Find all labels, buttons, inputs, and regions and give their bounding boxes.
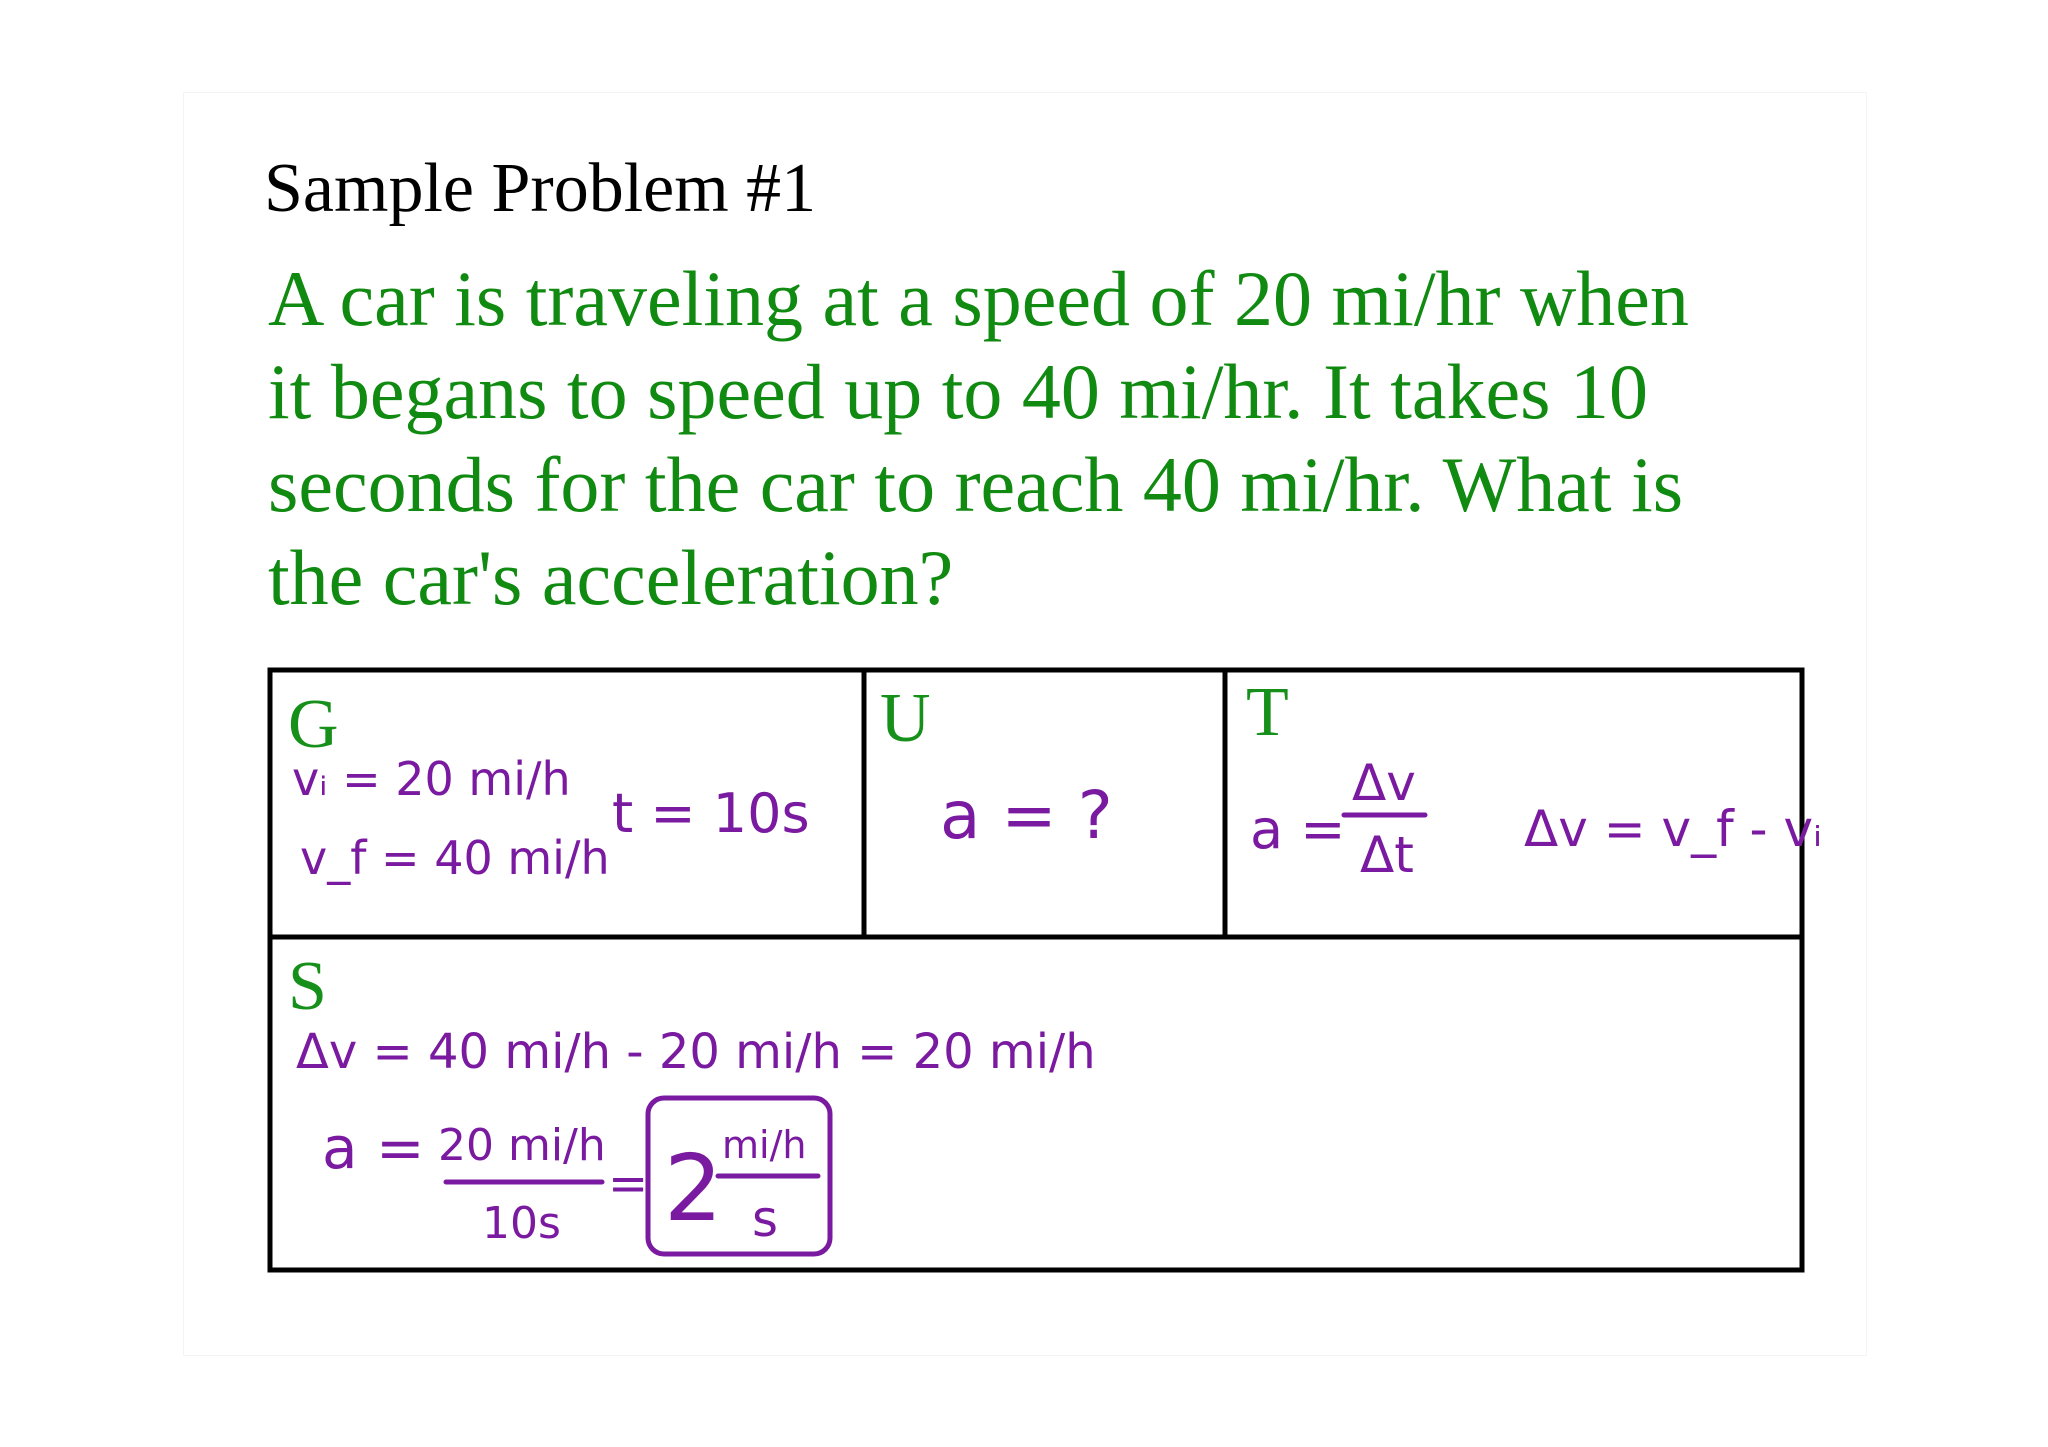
page-title: Sample Problem #1 xyxy=(264,150,817,227)
answer-unit-top: mi/h xyxy=(722,1123,807,1167)
tool-a-den: Δt xyxy=(1360,826,1414,884)
problem-line: seconds for the car to reach 40 mi/hr. What is xyxy=(268,441,1684,528)
solve-line1: Δv = 40 mi/h - 20 mi/h = 20 mi/h xyxy=(296,1024,1096,1080)
solve-letter: S xyxy=(288,948,327,1025)
tool-a-num: Δv xyxy=(1352,754,1416,812)
solve-a-lhs: a = xyxy=(322,1114,425,1182)
tool-a-lhs: a = xyxy=(1250,798,1346,861)
solve-eq: = xyxy=(608,1156,649,1212)
solve-a-num: 20 mi/h xyxy=(438,1120,606,1171)
tool-letter: T xyxy=(1246,674,1289,751)
given-letter: G xyxy=(288,686,339,763)
tool-dv: Δv = v_f - vᵢ xyxy=(1524,800,1823,858)
answer-unit-bottom: s xyxy=(752,1190,779,1248)
given-t: t = 10s xyxy=(612,782,810,845)
given-vi: vᵢ = 20 mi/h xyxy=(292,752,571,806)
unknown-a: a = ? xyxy=(940,777,1113,854)
answer-number: 2 xyxy=(664,1135,723,1242)
problem-statement xyxy=(268,252,1748,624)
problem-line: it begans to speed up to 40 mi/hr. It takes 10 xyxy=(268,348,1648,435)
given-vf: v_f = 40 mi/h xyxy=(300,831,610,885)
unknown-letter: U xyxy=(880,680,931,757)
problem-line: A car is traveling at a speed of 20 mi/hr when xyxy=(268,255,1689,342)
solve-a-den: 10s xyxy=(482,1198,561,1249)
problem-line: the car's acceleration? xyxy=(268,534,954,621)
